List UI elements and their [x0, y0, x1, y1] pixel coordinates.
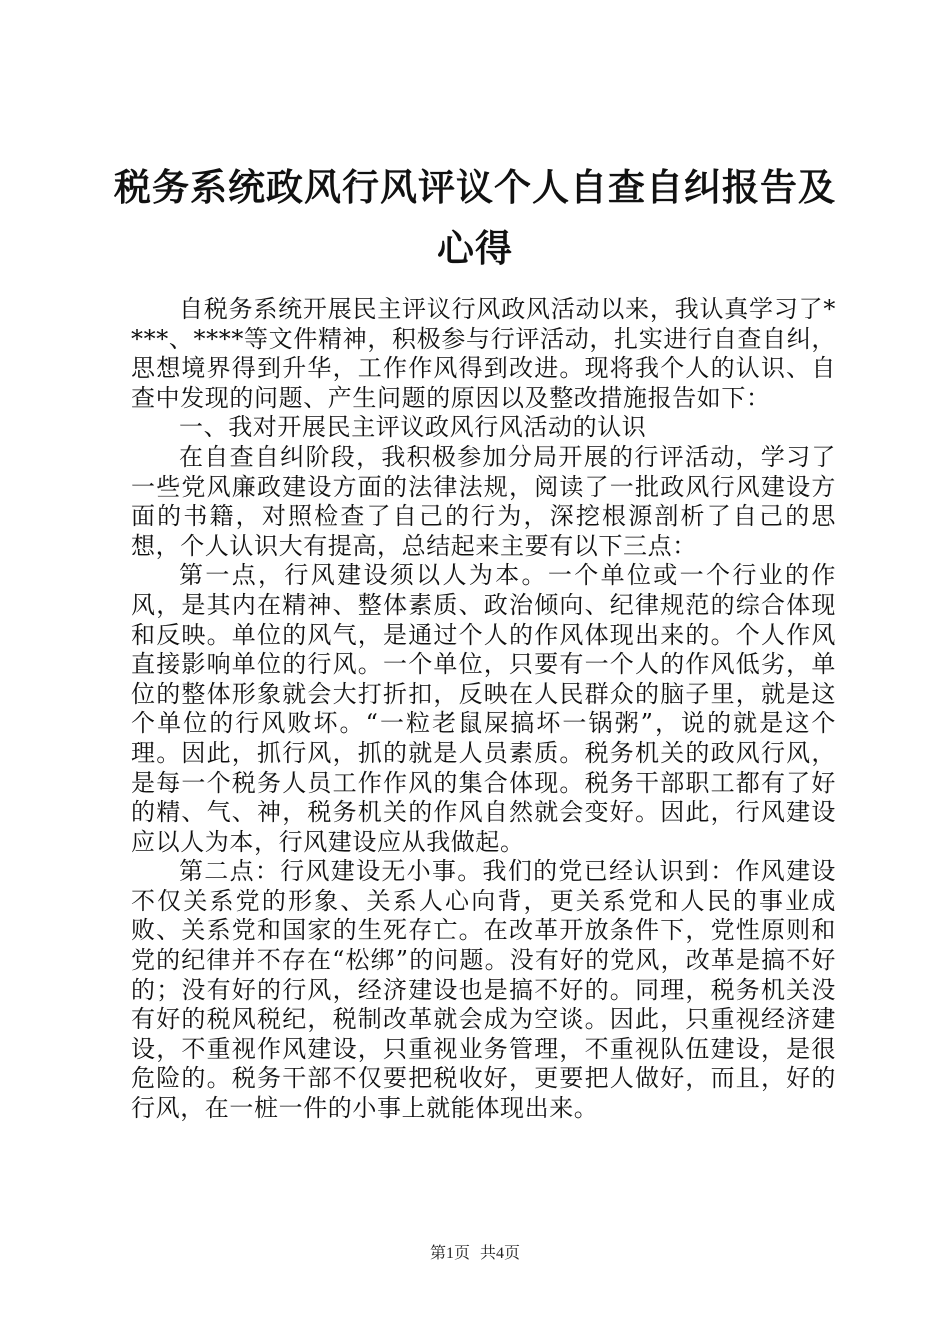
paragraph-point-one: 第一点，行风建设须以人为本。一个单位或一个行业的作风，是其内在精神、整体素质、政治倾向、纪律规范的综合体现和反映。单位的风气，是通过个人的作风体现出来的。个人作风直接影响单位的行风。一个单位，只要有一个人的作风低劣，单位的整体形象就会大打折扣，反映在人民群众的脑子里，就是这个单位的行风败坏。“一粒老鼠屎搞坏一锅粥”，说的就是这个理。因此，抓行风，抓的就是人员素质。税务机关的政风行风，是每一个税务人员工作作风的集合体现。税务干部职工都有了好的精、气、神，税务机关的作风自然就会变好。因此，行风建设应以人为本，行风建设应从我做起。: [131, 561, 836, 856]
paragraph-intro: 自税务系统开展民主评议行风政风活动以来，我认真学习了****、****等文件精神，积极参与行评活动，扎实进行自查自纠，思想境界得到升华，工作作风得到改进。现将我个人的认识、自查中发现的问题、产生问题的原因以及整改措施报告如下：: [131, 295, 836, 412]
page-footer: [0, 1244, 950, 1264]
page-number: 第1页: [429, 1245, 470, 1262]
page-total: 共4页: [480, 1245, 521, 1262]
paragraph-point-two: 第二点：行风建设无小事。我们的党已经认识到：作风建设不仅关系党的形象、关系人心向背，更关系党和人民的事业成败、关系党和国家的生死存亡。在改革开放条件下，党性原则和党的纪律并不存在“松绑”的问题。没有好的党风，改革是搞不好的；没有好的行风，经济建设也是搞不好的。同理，税务机关没有好的税风税纪，税制改革就会成为空谈。因此，只重视经济建设，不重视作风建设，只重视业务管理，不重视队伍建设，是很危险的。税务干部不仅要把税收好，更要把人做好，而且，好的行风，在一桩一件的小事上就能体现出来。: [131, 857, 836, 1123]
document-body: [131, 295, 836, 1124]
document-title: 税务系统政风行风评议个人自查自纠报告及心得: [114, 165, 836, 270]
paragraph-self-check: 在自查自纠阶段，我积极参加分局开展的行评活动，学习了一些党风廉政建设方面的法律法规，阅读了一批政风行风建设方面的书籍，对照检查了自己的行为，深挖根源剖析了自己的思想，个人认识大有提高，总结起来主要有以下三点：: [131, 442, 836, 560]
section-heading-1: 一、我对开展民主评议政风行风活动的认识: [179, 413, 647, 442]
